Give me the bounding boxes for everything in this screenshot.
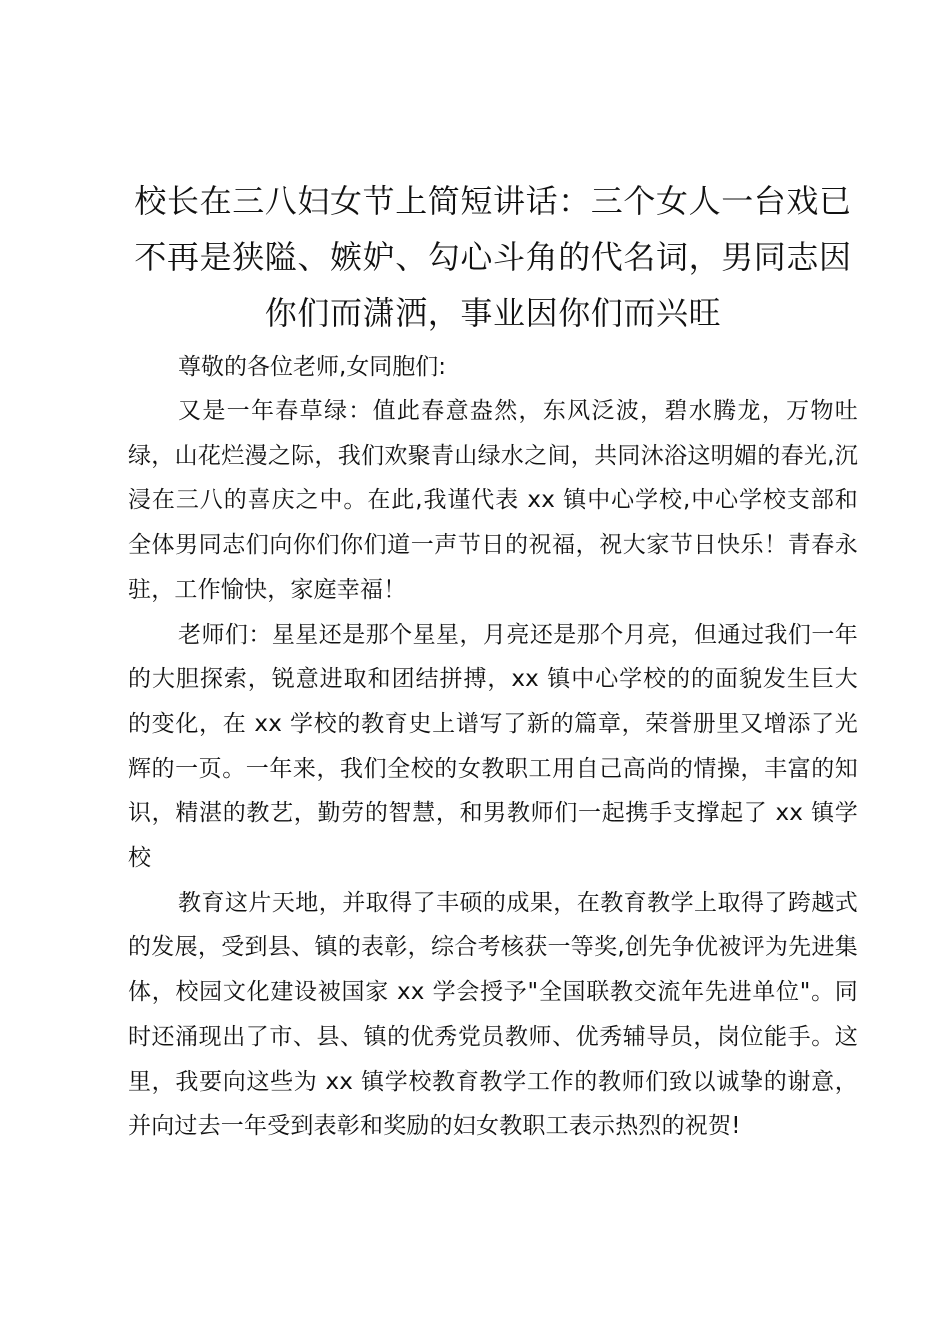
paragraph-2: 老师们：星星还是那个星星，月亮还是那个月亮，但通过我们一年的大胆探索，锐意进取和团结拼搏，xx 镇中心学校的的面貌发生巨大的变化，在 xx 学校的教育史上谱写了新的篇章，荣誉册里又增添了光辉的一页。一年来，我们全校的女教职工用自己高尚的情操，丰富的知识，精湛的教艺，勤劳的智慧，和男教师们一起携手支撑起了 xx 镇学校 [128,621,858,872]
paragraph-1: 又是一年春草绿：值此春意盎然，东风泛波，碧水腾龙，万物吐绿，山花烂漫之际，我们欢聚青山绿水之间，共同沐浴这明媚的春光,沉浸在三八的喜庆之中。在此,我谨代表 xx 镇中心学校,中心学校支部和全体男同志们向你们你们道一声节日的祝福，祝大家节日快乐！青春永驻，工作愉快，家庭幸福！ [128,398,858,603]
paragraph-3: 教育这片天地，并取得了丰硕的成果，在教育教学上取得了跨越式的发展，受到县、镇的表彰，综合考核获一等奖,创先争优被评为先进集体，校园文化建设被国家 xx 学会授予"全国联教交流年先进单位"。同时还涌现出了市、县、镇的优秀党员教师、优秀辅导员，岗位能手。这里，我要向这些为 xx 镇学校教育教学工作的教师们致以诚挚的谢意，并向过去一年受到表彰和奖励的妇女教职工表示热烈的祝贺! [128,889,858,1140]
document-title: 校长在三八妇女节上简短讲话：三个女人一台戏已不再是狭隘、嫉妒、勾心斗角的代名词，男同志因你们而潇洒，事业因你们而兴旺 [134,182,852,332]
document-page [128,173,858,1149]
salutation: 尊敬的各位老师,女同胞们: [178,354,447,380]
